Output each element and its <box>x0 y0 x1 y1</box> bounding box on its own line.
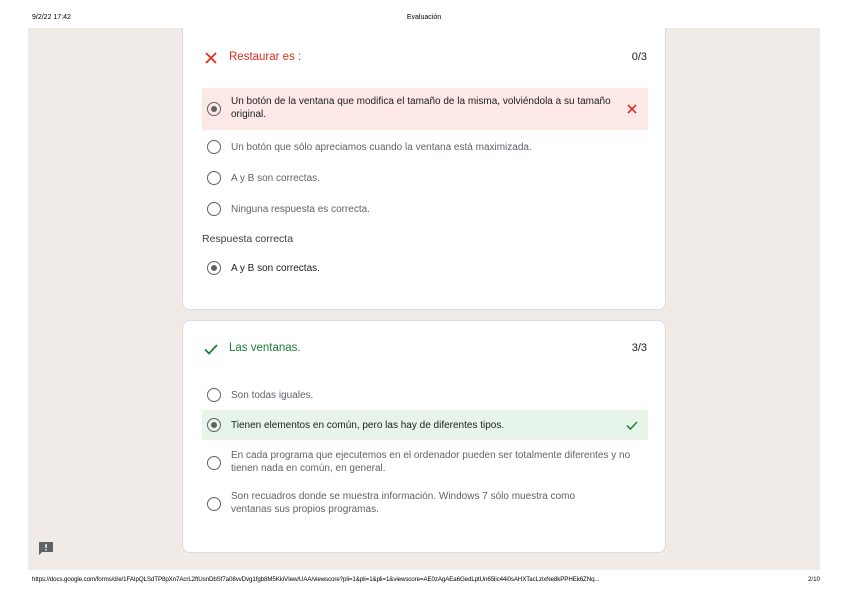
question-card-restaurar <box>182 28 666 310</box>
close-icon <box>626 103 638 115</box>
print-date: 9/2/22 17:42 <box>32 14 71 21</box>
radio[interactable] <box>207 388 221 402</box>
option[interactable] <box>202 200 648 218</box>
check-icon <box>626 419 638 431</box>
option-text: Un botón que sólo apreciamos cuando la ventana está maximizada. <box>231 142 532 153</box>
close-icon <box>203 50 219 66</box>
option-text: Son recuadros donde se muestra información. Windows 7 sólo muestra como ventanas sus propios programas. <box>231 491 576 515</box>
question-score: 3/3 <box>631 342 647 354</box>
option[interactable] <box>202 447 648 479</box>
question-title: Restaurar es : <box>229 51 302 63</box>
feedback-icon[interactable] <box>38 541 54 555</box>
option-text: Ninguna respuesta es correcta. <box>231 204 370 215</box>
question-score: 0/3 <box>631 51 647 63</box>
radio[interactable] <box>207 140 221 154</box>
option-text: Tienen elementos en común, pero las hay de diferentes tipos. <box>231 420 505 431</box>
print-title: Evaluación <box>406 14 442 21</box>
print-url: https://docs.google.com/forms/d/e/1FAIpQLSdTP8pXn7AcrL2ftUsnDbSf7a08vvDvg1fgb8M5KkiVIew/UAA/viewscore?pli=1&pli=1&pli=1&viewscore=AE0zAgAEa6GedLptUn65lic44i0sAHXTacLzixNe8kPPHEk6ZNq... <box>32 576 600 583</box>
correct-answer-option <box>202 259 648 277</box>
radio-checked[interactable] <box>207 418 221 432</box>
radio-checked <box>207 261 221 275</box>
radio[interactable] <box>207 202 221 216</box>
option-text: A y B son correctas. <box>231 173 320 184</box>
question-header <box>203 339 647 359</box>
question-card-ventanas <box>182 320 666 553</box>
option[interactable] <box>202 386 648 404</box>
print-footer <box>0 570 848 599</box>
option-selected-wrong[interactable] <box>202 88 648 130</box>
radio-checked[interactable] <box>207 102 221 116</box>
option-text: En cada programa que ejecutemos en el ordenador pueden ser totalmente diferentes y no tienen nada en común, en general. <box>231 450 631 474</box>
question-header <box>203 48 647 68</box>
option-text: A y B son correctas. <box>231 263 320 274</box>
option[interactable] <box>202 488 648 520</box>
print-page-number: 2/10 <box>807 576 820 583</box>
print-header <box>0 0 848 28</box>
radio[interactable] <box>207 171 221 185</box>
option[interactable] <box>202 138 648 156</box>
check-icon <box>203 341 219 357</box>
radio[interactable] <box>207 497 221 511</box>
question-title: Las ventanas. <box>229 342 301 354</box>
option-text: Un botón de la ventana que modifica el tamaño de la misma, volviéndola a su tamaño original. <box>231 96 611 120</box>
correct-answer-label: Respuesta correcta <box>202 233 294 245</box>
option-text: Son todas iguales. <box>231 390 314 401</box>
option[interactable] <box>202 169 648 187</box>
radio[interactable] <box>207 456 221 470</box>
option-selected-right[interactable] <box>202 410 648 440</box>
